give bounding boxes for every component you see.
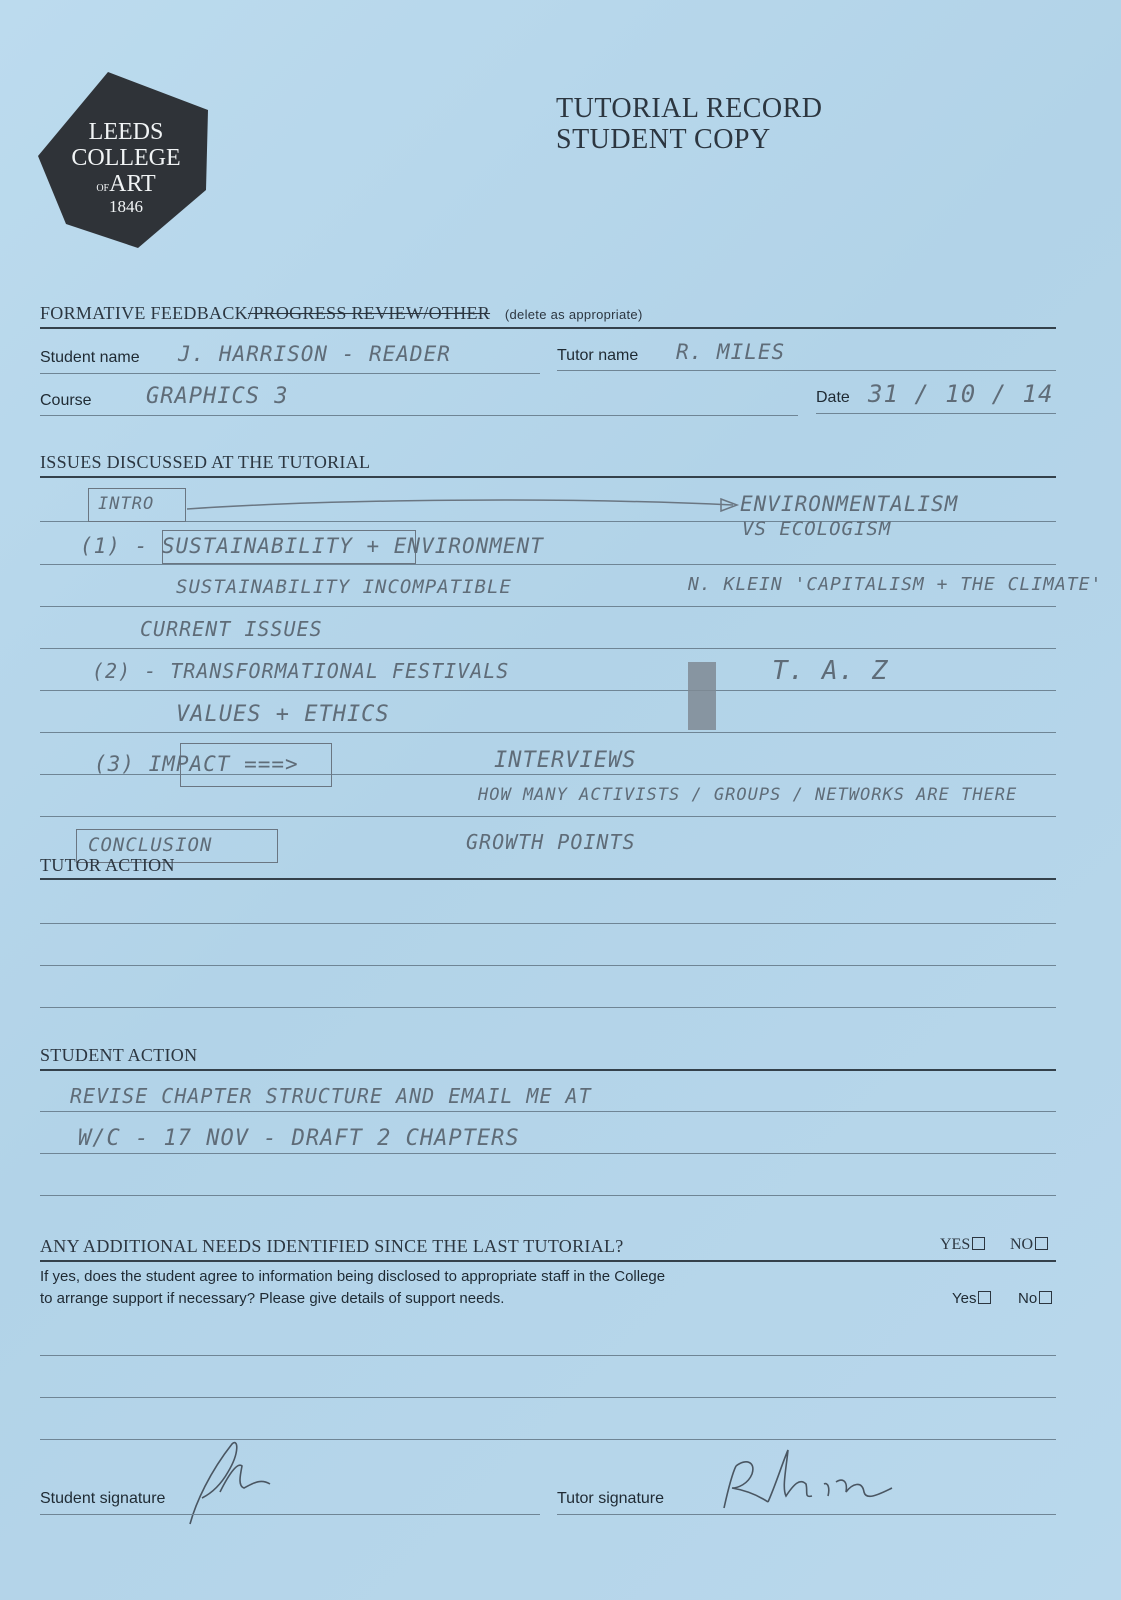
logo-line3 [38, 172, 214, 196]
logo-year: 1846 [109, 197, 143, 216]
student-action-line-1[interactable]: REVISE CHAPTER STRUCTURE AND EMAIL ME AT [70, 1084, 592, 1108]
header-rule [40, 327, 1056, 329]
student-name-label: Student name [40, 349, 140, 366]
student-action-line-2[interactable]: W/C - 17 NOV - DRAFT 2 CHAPTERS [78, 1126, 520, 1151]
issue-1-left: INTRO [98, 494, 155, 514]
yes-checkbox[interactable] [972, 1237, 985, 1250]
consent-line-1: If yes, does the student agree to information being disclosed to appropriate staff in the College [40, 1268, 666, 1285]
additional-needs-yes[interactable] [940, 1236, 985, 1254]
course-label: Course [40, 392, 92, 409]
student-signature-mark [180, 1432, 280, 1532]
student-signature-label: Student signature [40, 1490, 166, 1507]
student-action-rule-1 [40, 1111, 1056, 1112]
issue-6-left: VALUES + ETHICS [176, 702, 390, 727]
title-line2: STUDENT COPY [556, 124, 771, 155]
consent-no-checkbox[interactable] [1039, 1291, 1052, 1304]
tutor-name-label: Tutor name [557, 347, 639, 364]
issue-4-left: CURRENT ISSUES [140, 617, 323, 641]
issue-9-right: GROWTH POINTS [466, 830, 636, 854]
issues-heading: ISSUES DISCUSSED AT THE TUTORIAL [40, 452, 371, 472]
student-name-value[interactable]: J. HARRISON - READER [178, 342, 451, 366]
student-signature-line[interactable] [40, 1514, 540, 1515]
student-action-rule-2 [40, 1153, 1056, 1154]
feedback-sep2: / [423, 303, 429, 323]
title-line1: TUTORIAL RECORD [556, 93, 823, 124]
feedback-other: OTHER [428, 303, 491, 323]
consent-yes-label: Yes [952, 1290, 977, 1307]
issue-3-left: SUSTAINABILITY INCOMPATIBLE [176, 576, 512, 598]
date-value[interactable]: 31 / 10 / 14 [868, 380, 1054, 408]
additional-needs-yes-label: YES [940, 1236, 971, 1253]
tutor-action-line-2[interactable] [40, 965, 1056, 966]
feedback-type-heading [40, 303, 643, 324]
issue-7-right: INTERVIEWS [494, 748, 637, 773]
issue-9-left: CONCLUSION [88, 834, 213, 856]
issues-line-8 [40, 816, 1056, 817]
student-action-heading: STUDENT ACTION [40, 1045, 198, 1065]
consent-line-2: to arrange support if necessary? Please give details of support needs. [40, 1290, 505, 1307]
feedback-note: (delete as appropriate) [504, 307, 643, 322]
issue-5-left: (2) - TRANSFORMATIONAL FESTIVALS [92, 659, 510, 683]
consent-no-label: No [1018, 1290, 1038, 1307]
issues-line-3 [40, 606, 1056, 607]
tutor-signature-label: Tutor signature [557, 1490, 665, 1507]
issues-line-4 [40, 648, 1056, 649]
arrow-icon [185, 495, 745, 519]
tutor-name-value[interactable]: R. MILES [676, 340, 786, 364]
tutor-signature-line[interactable] [557, 1514, 1056, 1515]
date-label: Date [816, 389, 850, 406]
date-line [816, 413, 1056, 414]
logo-line1: LEEDS [88, 119, 164, 145]
issue-5-right: T. A. Z [772, 656, 889, 686]
logo-line3-prefix: OF [96, 183, 110, 194]
issue-2-left: (1) - SUSTAINABILITY + ENVIRONMENT [80, 534, 544, 558]
tutor-action-line-1[interactable] [40, 923, 1056, 924]
student-action-rule-3 [40, 1195, 1056, 1196]
additional-needs-rule [40, 1260, 1056, 1262]
tutor-action-heading: TUTOR ACTION [40, 855, 175, 875]
tutor-name-line [557, 370, 1056, 371]
page-title [556, 93, 823, 155]
issues-line-5 [40, 690, 1056, 691]
scribble-mark [688, 662, 716, 730]
feedback-sep1: / [247, 303, 254, 323]
logo-line2: COLLEGE [71, 145, 181, 171]
logo-line3-main: ART [109, 171, 156, 197]
issues-line-2 [40, 564, 1056, 565]
support-line-1[interactable] [40, 1355, 1056, 1356]
no-checkbox[interactable] [1035, 1237, 1048, 1250]
issue-1-right: ENVIRONMENTALISM [740, 492, 959, 516]
additional-needs-no[interactable] [1010, 1236, 1048, 1254]
course-line [40, 415, 798, 416]
additional-needs-no-label: NO [1010, 1236, 1034, 1253]
consent-yes-checkbox[interactable] [978, 1291, 991, 1304]
issues-line-6 [40, 732, 1056, 733]
issues-rule [40, 476, 1056, 478]
consent-no[interactable] [1018, 1290, 1052, 1307]
tutor-action-rule [40, 878, 1056, 880]
tutor-signature-mark [716, 1444, 916, 1514]
feedback-progress-review: PROGRESS REVIEW [253, 303, 424, 323]
student-action-rule [40, 1069, 1056, 1071]
additional-needs-question: ANY ADDITIONAL NEEDS IDENTIFIED SINCE THE LAST TUTORIAL? [40, 1236, 624, 1256]
issue-2-right: VS ECOLOGISM [742, 518, 892, 540]
tutor-action-line-3[interactable] [40, 1007, 1056, 1008]
consent-yes[interactable] [952, 1290, 991, 1307]
issue-7-left: (3) IMPACT ===> [94, 752, 299, 776]
course-value[interactable]: GRAPHICS 3 [146, 384, 289, 409]
feedback-formative: FORMATIVE FEEDBACK [40, 303, 248, 323]
issue-3-right: N. KLEIN 'CAPITALISM + THE CLIMATE' [688, 574, 1103, 595]
student-name-line [40, 373, 540, 374]
support-line-2[interactable] [40, 1397, 1056, 1398]
college-logo-text [38, 120, 214, 215]
issue-8-right: HOW MANY ACTIVISTS / GROUPS / NETWORKS ARE THERE [478, 785, 1018, 805]
